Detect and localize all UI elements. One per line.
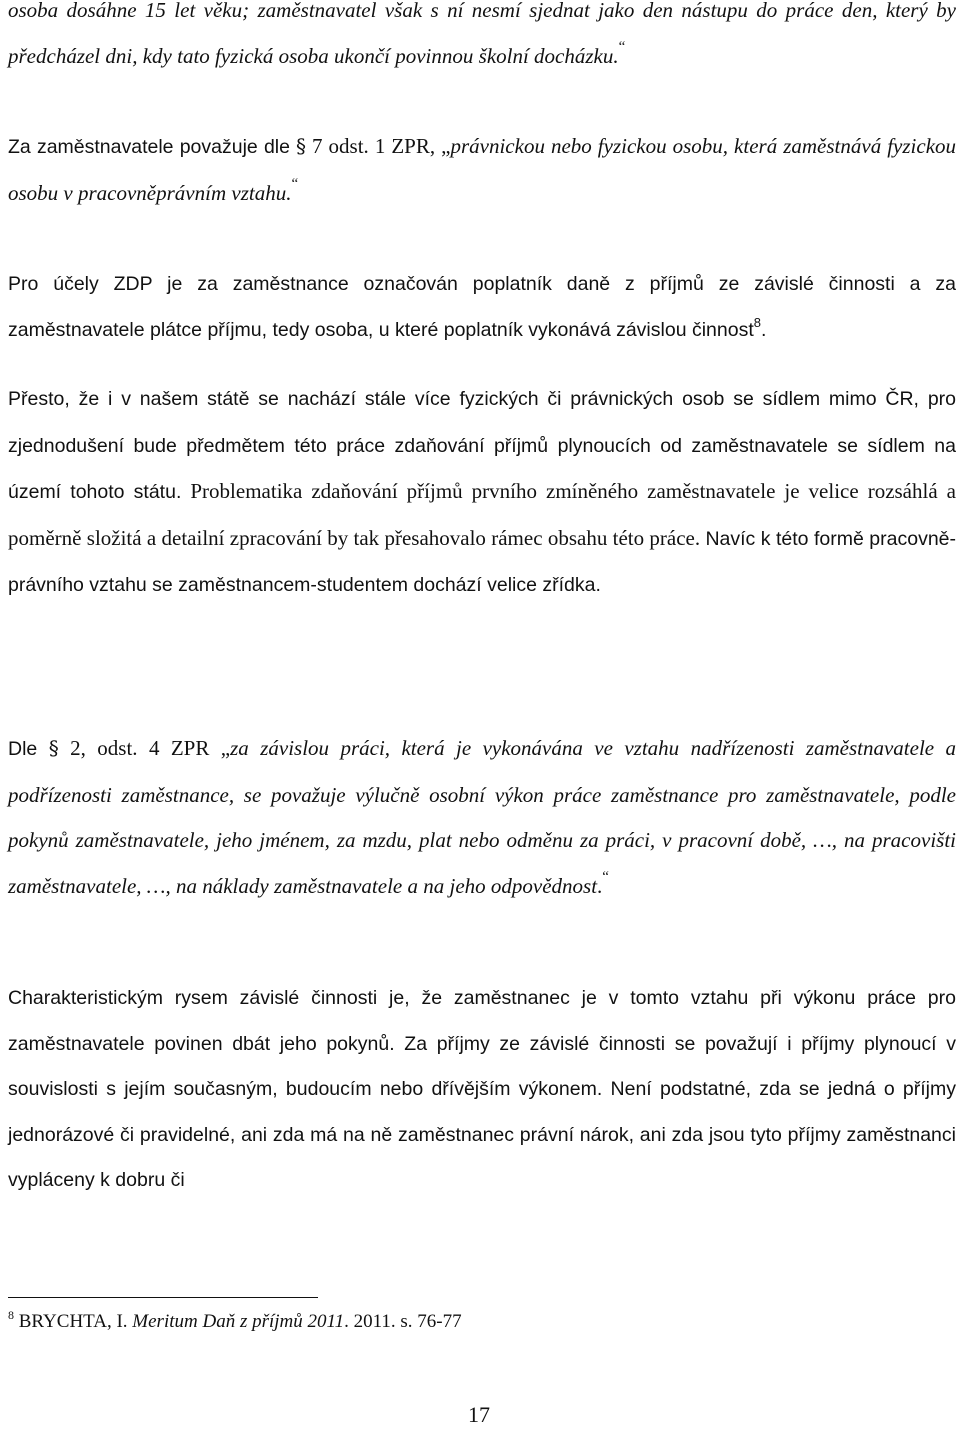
paragraph-intro: Dle (8, 738, 38, 760)
closing-quote-mark: “ (291, 175, 299, 192)
footnote-title: Meritum Daň z příjmů 2011 (132, 1311, 345, 1332)
quoted-law-text: za závislou práci, která je vykonávána ve vztahu nadřízenosti zaměstnavatele a podřízenosti zaměstnance, se považuje výlučně osobní výkon práce zaměstnance pro zaměstnavatele, podle pokynů zaměstnavatele, jeho jménem, za mzdu, plat nebo odměnu za práci, v pracovní době, …, na pracovišti zaměstnavatele, …, na náklady zaměstnavatele a na jeho odpovědnost (8, 736, 957, 898)
paragraph-text: Přesto, že i v našem státě se nachází stále více fyzických či právnických osob se sídlem mimo ČR, pro zjednodušení bude předmětem této práce zdaňování příjmů plynoucích od zaměstnavatele se sídlem na území tohoto státu. (8, 388, 956, 504)
paragraph-text: Pro účely ZDP je za zaměstnance označován poplatník daně z příjmů ze závislé činnosti a za zaměstnavatele plátce příjmu, tedy osoba, u které poplatník vykonává závislou činnost (8, 273, 956, 341)
paragraph-zdp-definition (8, 262, 956, 353)
quoted-law-text: právnickou nebo fyzickou osobu, která zaměstnává fyzickou osobu v pracovněprávním vztahu. (8, 134, 957, 205)
footnote-reference: 8 (753, 314, 761, 330)
quoted-law-text: osoba dosáhne 15 let věku; zaměstnavatel však s ní nesmí sjednat jako den nástupu do práce den, který by předcházel dni, kdy tato fyzická osoba ukončí povinnou školní docházku. (8, 0, 956, 68)
footnote-separator (8, 1297, 318, 1298)
paragraph-text: Charakteristickým rysem závislé činnosti je, že zaměstnanec je v tomto vztahu při výkonu práce pro zaměstnavatele povinen dbát jeho pokynů. (8, 987, 956, 1055)
paragraph-text-serif: Problematika zdaňování příjmů prvního zmíněného zaměstnavatele je velice rozsáhlá a poměrně složitá a detailní zpracování by tak přesahovalo rámec obsahu této práce. (8, 479, 956, 550)
law-reference: 2, odst. 4 ZPR (70, 736, 210, 760)
paragraph-text-2: Navíc k této formě pracovně-právního vztahu se zaměstnancem-studentem dochází velice zřídka. (8, 527, 956, 597)
opening-quote-mark: „ (220, 736, 231, 760)
paragraph-characteristics (8, 976, 956, 1204)
footnote-author: BRYCHTA, I. (18, 1311, 128, 1332)
closing-quote-mark: “ (602, 868, 609, 885)
opening-quote-mark: „ (441, 134, 451, 158)
footnote (8, 1308, 462, 1336)
page-number: 17 (468, 1402, 490, 1427)
footnote-number: 8 (8, 1308, 14, 1322)
paragraph-dependent-work (8, 726, 956, 909)
paragraph-text-2: Za příjmy ze závislé činnosti se považují i příjmy plynoucí v souvislosti s jejím současným, budoucím nebo dřívějším výkonem. (8, 1032, 956, 1101)
section-sign: § (296, 134, 306, 158)
section-sign: § (48, 736, 59, 760)
law-reference: 7 odst. 1 ZPR, (312, 134, 436, 158)
paragraph-intro: Za zaměstnavatele považuje dle (8, 136, 290, 158)
closing-quote-mark: “ (618, 38, 626, 55)
paragraph-text-3: Není podstatné, zda se jedná o příjmy jednorázové či pravidelné, ani zda má na ně zaměstnanec právní nárok, ani zda jsou tyto příjmy zaměstnanci vypláceny k dobru či (8, 1078, 956, 1192)
paragraph-end: . (760, 318, 767, 341)
paragraph-end: . (597, 873, 603, 898)
paragraph-continuation (8, 0, 956, 79)
paragraph-employer-definition (8, 124, 956, 216)
footnote-details: . 2011. s. 76-77 (344, 1311, 462, 1332)
paragraph-scope (8, 376, 956, 609)
